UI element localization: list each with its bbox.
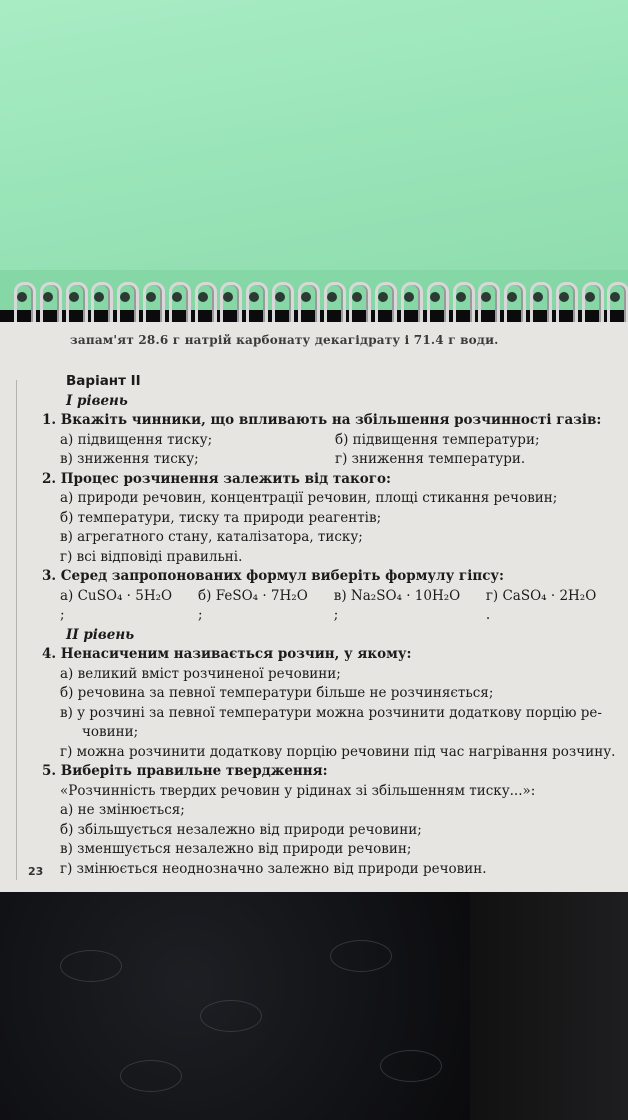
q5-option-b: б) збільшується незалежно від природи речовини; — [60, 821, 422, 838]
binding-hole — [69, 292, 79, 302]
fabric-pattern — [60, 950, 122, 982]
q4-option-b: б) речовина за певної температури більше не розчиняється; — [60, 685, 494, 701]
question-2: 2. Процес розчинення залежить від такого: — [42, 470, 392, 487]
binding-hole — [456, 292, 466, 302]
q4-option-a: а) великий вміст розчиненої речовини; — [60, 665, 341, 682]
variant-title: Варіант II — [66, 373, 141, 389]
q1-option-b: б) підвищення температури; — [335, 431, 540, 448]
binding-hole — [172, 292, 182, 302]
question-3: 3. Серед запропонованих формул виберіть формулу гіпсу: — [42, 568, 505, 584]
q3-options — [60, 587, 622, 626]
q3-option-a: а) CuSO₄ · 5H₂O ; — [60, 587, 173, 623]
q4-option-c-line2: човини; — [82, 724, 139, 740]
q1-option-a: а) підвищення тиску; — [60, 431, 213, 448]
level-2-heading: II рівень — [66, 626, 135, 643]
q2-option-a: а) природи речовин, концентрації речовин, площі стикання речовин; — [60, 490, 558, 506]
q4-option-c-line1: в) у розчині за певної температури можна розчинити додаткову порцію ре- — [60, 704, 602, 721]
q5-option-c: в) зменшується незалежно від природи речовин; — [60, 841, 412, 857]
previous-text-fragment: запам'ят 28.6 г натрій карбонату декагідрату і 71.4 г води. — [70, 333, 499, 347]
page-margin-line — [16, 380, 17, 880]
q2-option-c: в) агрегатного стану, каталізатора, тиску; — [60, 529, 363, 545]
page-number: 23 — [28, 865, 44, 878]
binding-hole — [301, 292, 311, 302]
binding-hole — [17, 292, 27, 302]
binding-hole — [404, 292, 414, 302]
page-content — [42, 372, 622, 879]
fabric-fold — [470, 892, 628, 1120]
binding-hole — [198, 292, 208, 302]
q4-option-d: г) можна розчинити додаткову порцію речовини під час нагрівання розчину. — [60, 743, 616, 760]
question-1-options-row-2 — [60, 450, 622, 470]
q2-option-b: б) температури, тиску та природи реагентів; — [60, 509, 382, 526]
level-1-heading: I рівень — [66, 392, 128, 409]
question-1-options-row-1 — [60, 431, 622, 451]
binding-hole — [559, 292, 569, 302]
question-4: 4. Ненасиченим називається розчин, у якому: — [42, 646, 412, 662]
q3-option-c: в) Na₂SO₄ · 10H₂O ; — [333, 587, 461, 623]
q5-option-a: а) не змінюється; — [60, 802, 185, 818]
binding-hole — [430, 292, 440, 302]
binding-hole — [275, 292, 285, 302]
question-5: 5. Виберіть правильне твердження: — [42, 763, 328, 779]
binding-hole — [146, 292, 156, 302]
q2-option-d: г) всі відповіді правильні. — [60, 548, 243, 565]
q1-option-d: г) зниження температури. — [335, 451, 526, 467]
q5-option-d: г) змінюється неоднозначно залежно від природи речовин. — [60, 860, 487, 877]
fabric-pattern — [200, 1000, 262, 1032]
q3-option-d: г) CaSO₄ · 2H₂O . — [485, 587, 597, 623]
q5-quote: «Розчинність твердих речовин у рідинах зі збільшенням тиску...»: — [60, 782, 536, 799]
binding-hole — [43, 292, 53, 302]
q1-option-c: в) зниження тиску; — [60, 451, 199, 467]
binding-hole — [533, 292, 543, 302]
fabric-pattern — [380, 1050, 442, 1082]
q3-option-b: б) FeSO₄ · 7H₂O ; — [198, 587, 308, 623]
binding-hole — [585, 292, 595, 302]
fabric-pattern — [330, 940, 392, 972]
question-1: 1. Вкажіть чинники, що впливають на збільшення розчинності газів: — [42, 412, 602, 428]
notebook-cover — [0, 0, 628, 300]
fabric-pattern — [120, 1060, 182, 1092]
binding-hole — [327, 292, 337, 302]
